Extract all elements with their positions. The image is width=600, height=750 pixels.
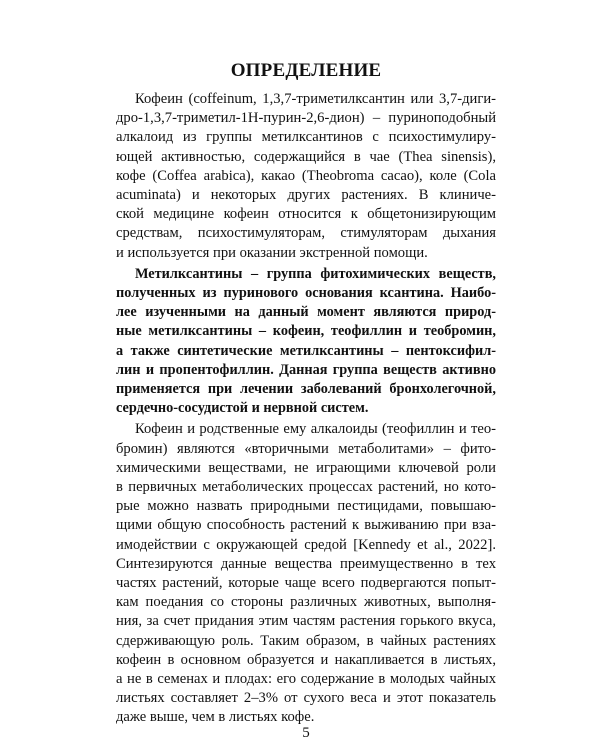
text-line: полученных из пуринового основания ксантина. Наибо- [116,285,496,301]
book-page [116,0,496,750]
text-line: частях растений, которые чаще всего подвергаются попыт- [116,575,496,591]
page-number: 5 [302,725,310,741]
text-line: щими общую способность растений к выживанию при вза- [116,517,496,533]
text-line: имодействии с окружающей средой [Kennedy et al., 2022]. [116,537,496,553]
section-heading: ОПРЕДЕЛЕНИЕ [230,60,382,81]
text-line: сердечно-сосудистой и нервной систем. [116,400,369,416]
text-line: применяется при лечении заболеваний бронхолегочной, [116,381,496,397]
text-line: бромин) являются «вторичными метаболитами» – фито- [116,441,496,457]
text-line: ные метилксантины – кофеин, теофиллин и теобромин, [116,323,496,339]
text-line: сдерживающую роль. Таким образом, в чайных растениях [116,633,496,649]
text-line: Кофеин (coffeinum, 1,3,7-триметилксантин или 3,7-диги- [135,91,496,107]
text-line: ющей активностью, содержащийся в чае (Thea sinensis), [116,149,496,165]
text-line: Метилксантины – группа фитохимических веществ, [135,266,496,282]
text-line: ния, за счет придания этим частям растения горького вкуса, [116,613,496,629]
text-line: алкалоид из группы метилксантинов с психостимулиру- [116,129,496,145]
text-line: и используется при оказании экстренной помощи. [116,245,428,261]
text-line: Кофеин и родственные ему алкалоиды (теофиллин и тео- [135,421,496,437]
text-line: дро-1,3,7-триметил-1Н-пурин-2,6-дион) – пуриноподобный [116,110,496,126]
text-line: кам поедания со стороны различных животных, выполня- [116,594,496,610]
text-line: лин и пропентофиллин. Данная группа веществ активно [116,362,496,378]
text-line: рые можно назвать природными пестицидами, повышаю- [116,498,496,514]
text-line: а не в семенах и плодах: его содержание в молодых чайных [116,671,496,687]
text-line: листьях составляет 2–3% от сухого веса и этот показатель [116,690,496,706]
text-line: а также синтетические метилксантины – пентоксифил- [116,343,496,359]
text-line: даже выше, чем в листьях кофе. [116,709,315,725]
text-line: Синтезируются данные вещества преимущественно в тех [116,556,496,572]
text-line: кофе (Coffea arabica), какао (Theobroma cacao), коле (Cola [116,168,496,184]
text-line: в первичных метаболических процессах растений, но кото- [116,479,496,495]
text-line: кофеин в основном образуется и накапливается в листьях, [116,652,496,668]
text-line: средствам, психостимуляторам, стимуляторам дыхания [116,225,496,241]
text-line: acuminata) и некоторых других растениях. В клиниче- [116,187,496,203]
text-line: химическими веществами, не играющими ключевой роли [116,460,496,476]
text-line: ской медицине кофеин относится к общетонизирующим [116,206,496,222]
text-line: лее изученными на данный момент являются природ- [116,304,496,320]
